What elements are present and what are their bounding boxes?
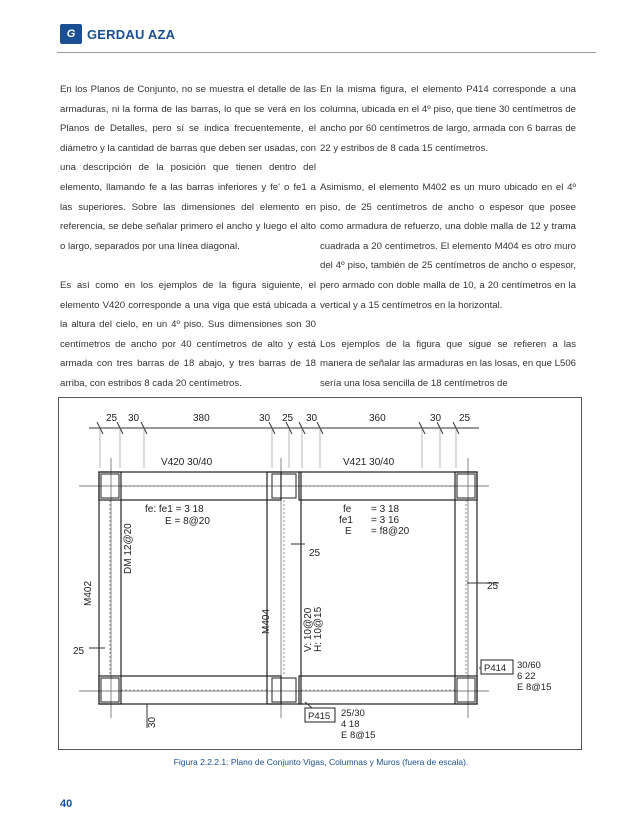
right-reinf-val-1: = 3 18 xyxy=(371,504,400,515)
dim-360: 360 xyxy=(369,413,386,424)
header-divider xyxy=(57,52,596,53)
dim-25-c: 25 xyxy=(459,413,471,424)
figure-caption: Figura 2.2.2.1: Plano de Conjunto Vigas, Columnas y Muros (fuera de escala). xyxy=(173,757,469,767)
page-number: 40 xyxy=(60,798,73,810)
right-paragraph-1: En la misma figura, el elemento P414 corresponde a una columna, ubicada en el 4º piso, que tiene 30 centímetros de ancho por 60 centímetros de largo, armada con 6 barras de 22 y estribos de 8 cada 15 centímetros. xyxy=(320,84,576,154)
dim-25-b: 25 xyxy=(282,413,294,424)
brand-header xyxy=(60,22,175,46)
right-reinf-val-3: = f8@20 xyxy=(371,526,410,537)
plan-drawing-figure xyxy=(58,397,582,750)
left-reinf-line-2: E = 8@20 xyxy=(165,516,210,527)
wall-m402-label: M402 xyxy=(83,580,94,606)
m404-vertical-reinf: V: 10@20 xyxy=(303,607,314,652)
m404-horizontal-reinf: H: 10@15 xyxy=(313,606,324,652)
left-reinf-line-1: fe: fe1 = 3 18 xyxy=(145,504,204,515)
dim-25-left: 25 xyxy=(73,646,85,657)
left-paragraph-1: En los Planos de Conjunto, no se muestra el detalle de las armaduras, ni la forma de las barras, lo que se verá en los Planos de Detalles, pero sí se indica frecuentemente, el diámetro y la cantidad de barras que deben ser usadas, con una descripción de la posición que tienen dentro del elemento, llamando fe a las barras inferiores y fe' o fe1 a las superiores. Sobre las dimensiones del elemento en referencia, se debe señalar primero el ancho y luego el alto o largo, separados por una línea diagonal. xyxy=(60,84,316,252)
right-reinf-key-2: fe1 xyxy=(339,515,353,526)
plan-drawing xyxy=(59,398,581,749)
brand-name: GERDAU AZA xyxy=(87,26,176,42)
dim-30-a: 30 xyxy=(128,413,140,424)
right-paragraph-3: Los ejemplos de la figura que sigue se refieren a las manera de señalar las armaduras en las losas, en que L506 sería una losa sencilla de 18 centímetros de xyxy=(320,338,576,389)
beam-v421-label: V421 30/40 xyxy=(343,457,395,468)
dim-30-c: 30 xyxy=(306,413,318,424)
gerdau-logo-icon: G xyxy=(60,24,82,44)
p415-tag: P415 xyxy=(308,711,331,722)
right-reinf-key-3: E xyxy=(345,526,352,537)
dim-25-a: 25 xyxy=(106,413,118,424)
left-paragraph-2: Es así como en los ejemplos de la figura siguiente, el elemento V420 corresponde a una viga que está ubicada a la altura del cielo, en un 4º piso. Sus dimensiones son 30 centímetros de ancho por 40 centímetros de alto y está armada con tres barras de 18 abajo, y tres barras de 18 arriba, con estribos 8 cada 20 centímetros. xyxy=(60,279,316,389)
dim-25-right: 25 xyxy=(487,581,499,592)
p415-line-2: 4 18 xyxy=(341,719,360,730)
dm-mesh-label: DM 12@20 xyxy=(123,523,134,574)
dim-380: 380 xyxy=(193,413,210,424)
p414-line-2: 6 22 xyxy=(517,671,536,682)
dim-30-bottom: 30 xyxy=(147,716,158,728)
dim-30-d: 30 xyxy=(430,413,442,424)
right-reinf-key-1: fe xyxy=(343,504,352,515)
p414-line-1: 30/60 xyxy=(517,660,541,671)
p414-line-3: E 8@15 xyxy=(517,682,552,693)
right-reinf-val-2: = 3 16 xyxy=(371,515,400,526)
wall-m404-label: M404 xyxy=(261,608,272,634)
dim-25-mid: 25 xyxy=(309,548,321,559)
beam-v420-label: V420 30/40 xyxy=(161,457,213,468)
p415-line-1: 25/30 xyxy=(341,708,365,719)
right-paragraph-2: Asimismo, el elemento M402 es un muro ubicado en el 4º piso, de 25 centímetros de ancho o espesor que posee como armadura de refuerzo, una doble malla de 12 y trama cuadrada a 20 centímetros. El elemento M404 es otro muro del 4º piso, también de 25 centímetros de ancho o espesor, pero armado con doble malla de 10, a 20 centímetros en la vertical y a 15 centímetros en la horizontal. xyxy=(320,181,576,311)
right-text-column xyxy=(320,80,576,413)
p415-line-3: E 8@15 xyxy=(341,730,376,741)
p414-tag: P414 xyxy=(484,663,507,674)
left-text-column xyxy=(60,80,316,413)
dim-30-b: 30 xyxy=(259,413,271,424)
